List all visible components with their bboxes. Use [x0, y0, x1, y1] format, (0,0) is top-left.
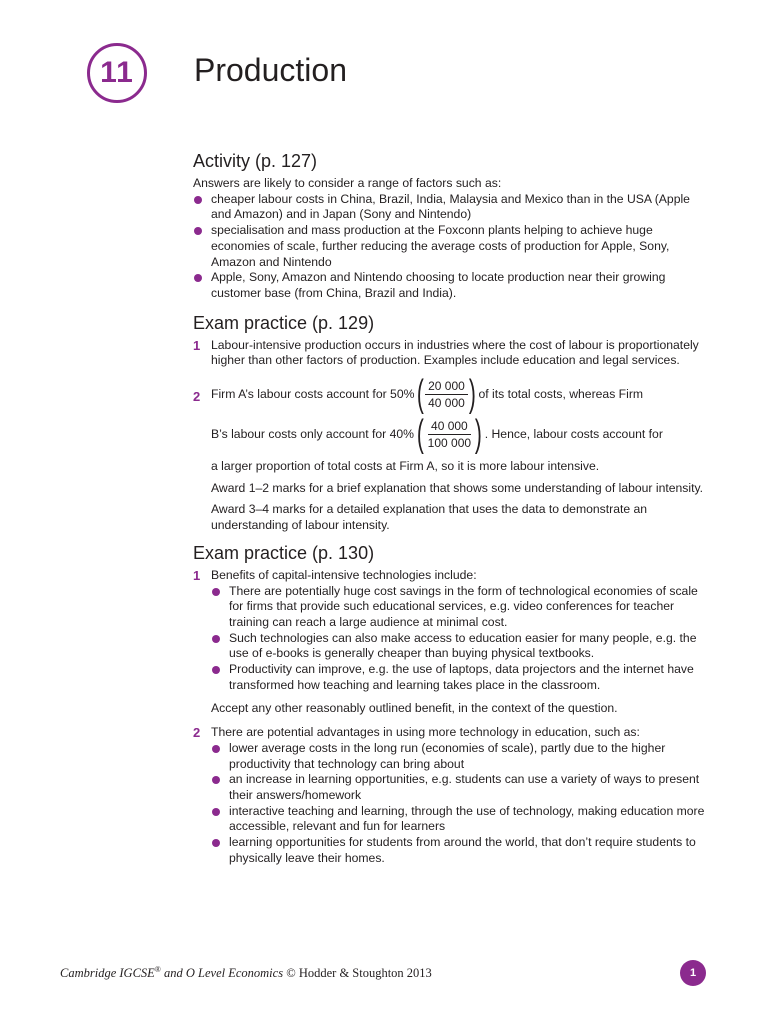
activity-section — [193, 150, 713, 302]
exam-129-section — [193, 312, 713, 534]
fraction-group-2 — [414, 413, 485, 456]
fraction — [425, 418, 474, 451]
activity-intro: Answers are likely to consider a range of factors such as: — [193, 176, 502, 190]
chapter-number-badge — [87, 43, 147, 103]
exam-130-q2-bullet-list — [193, 741, 713, 867]
exam-130-question-1 — [193, 568, 713, 584]
fraction-line-1 — [211, 373, 713, 416]
page-number: 1 — [689, 967, 697, 979]
right-parenthesis: ) — [468, 373, 476, 416]
line-text: of its total costs, whereas Firm — [478, 387, 644, 402]
list-item: Productivity can improve, e.g. the use of laptops, data projectors and the internet have transformed how teaching and learning takes place in the classroom. — [193, 662, 713, 693]
list-item: interactive teaching and learning, through the use of technology, making education more accessible, relevant and fun for learners — [193, 804, 713, 835]
list-item: cheaper labour costs in China, Brazil, India, Malaysia and Mexico than in the USA (Apple and Amazon) and in Japan (Sony and Nintendo) — [193, 192, 713, 223]
book-title: Cambridge IGCSE — [60, 966, 155, 981]
left-parenthesis: ( — [417, 373, 425, 416]
exam-129-heading: Exam practice (p. 129) — [193, 312, 375, 333]
page-number-badge — [680, 960, 706, 986]
chapter-title: Production — [194, 52, 347, 88]
fraction-line-2 — [211, 413, 713, 456]
line-text: . Hence, labour costs account for — [484, 427, 663, 442]
question-intro: Benefits of capital-intensive technologies include: — [211, 567, 477, 582]
mark-scheme-1: Award 1–2 marks for a brief explanation that shows some understanding of labour intensity. — [211, 480, 704, 495]
fraction-denominator: 100 000 — [427, 435, 472, 450]
left-parenthesis: ( — [416, 413, 424, 456]
list-item: There are potentially huge cost savings in the form of technological economies of scale for firms that provide such educational services, e.g. video conferences for teacher training can reach a large audience at minimal cost. — [193, 584, 713, 631]
fraction-denominator: 40 000 — [428, 395, 465, 410]
exam-130-heading: Exam practice (p. 130) — [193, 542, 375, 563]
right-parenthesis: ) — [474, 413, 482, 456]
exam-130-section — [193, 542, 713, 867]
list-item: lower average costs in the long run (economies of scale), partly due to the higher productivity that technology can bring about — [193, 741, 713, 772]
activity-bullet-list — [193, 192, 713, 302]
question-number: 2 — [193, 725, 201, 741]
fraction-numerator: 40 000 — [428, 418, 471, 435]
question-number: 1 — [193, 337, 201, 353]
publisher: © Hodder & Stoughton 2013 — [283, 966, 432, 981]
list-item: an increase in learning opportunities, e.g. students can use a variety of ways to present their answers/homework — [193, 772, 713, 803]
fraction — [425, 378, 468, 411]
exam-130-q1-bullet-list — [193, 584, 713, 694]
question-text: Labour-intensive production occurs in industries where the cost of labour is proportionately higher than other factors of production. Examples include education and legal services. — [211, 337, 699, 368]
question-number: 1 — [193, 567, 201, 583]
list-item: learning opportunities for students from around the world, that don’t require students to physically leave their homes. — [193, 835, 713, 866]
question-text: a larger proportion of total costs at Firm A, so it is more labour intensive. — [211, 459, 600, 474]
list-item: Apple, Sony, Amazon and Nintendo choosing to locate production near their growing customer base (from China, Brazil and India). — [193, 270, 713, 301]
accept-note: Accept any other reasonably outlined benefit, in the context of the question. — [211, 701, 618, 716]
line-text: B’s labour costs only account for 40% — [211, 427, 415, 442]
list-item: specialisation and mass production at the Foxconn plants helping to achieve huge economies of scale, further reducing the average costs of production for Apple, Sony, Amazon and Nintendo — [193, 223, 713, 270]
exam-129-question-1 — [193, 338, 713, 369]
registered-mark: ® — [154, 965, 161, 974]
exam-130-question-2 — [193, 725, 713, 741]
exam-129-question-2 — [193, 375, 713, 534]
footer-citation — [60, 965, 432, 981]
fraction-numerator: 20 000 — [425, 378, 468, 395]
mark-scheme-2: Award 3–4 marks for a detailed explanation that uses the data to demonstrate an understanding of labour intensity. — [211, 502, 648, 533]
activity-heading: Activity (p. 127) — [193, 151, 318, 171]
question-number: 2 — [193, 389, 201, 405]
question-intro: There are potential advantages in using more technology in education, such as: — [211, 725, 640, 740]
list-item: Such technologies can also make access to education easier for many people, e.g. the use of e-books is generally cheaper than buying physical textbooks. — [193, 631, 713, 662]
page-content — [193, 150, 713, 867]
book-title-rest: and O Level Economics — [160, 966, 284, 981]
line-text: Firm A’s labour costs account for 50% — [211, 387, 415, 402]
fraction-group-1 — [414, 373, 478, 416]
chapter-number: 11 — [100, 56, 134, 89]
